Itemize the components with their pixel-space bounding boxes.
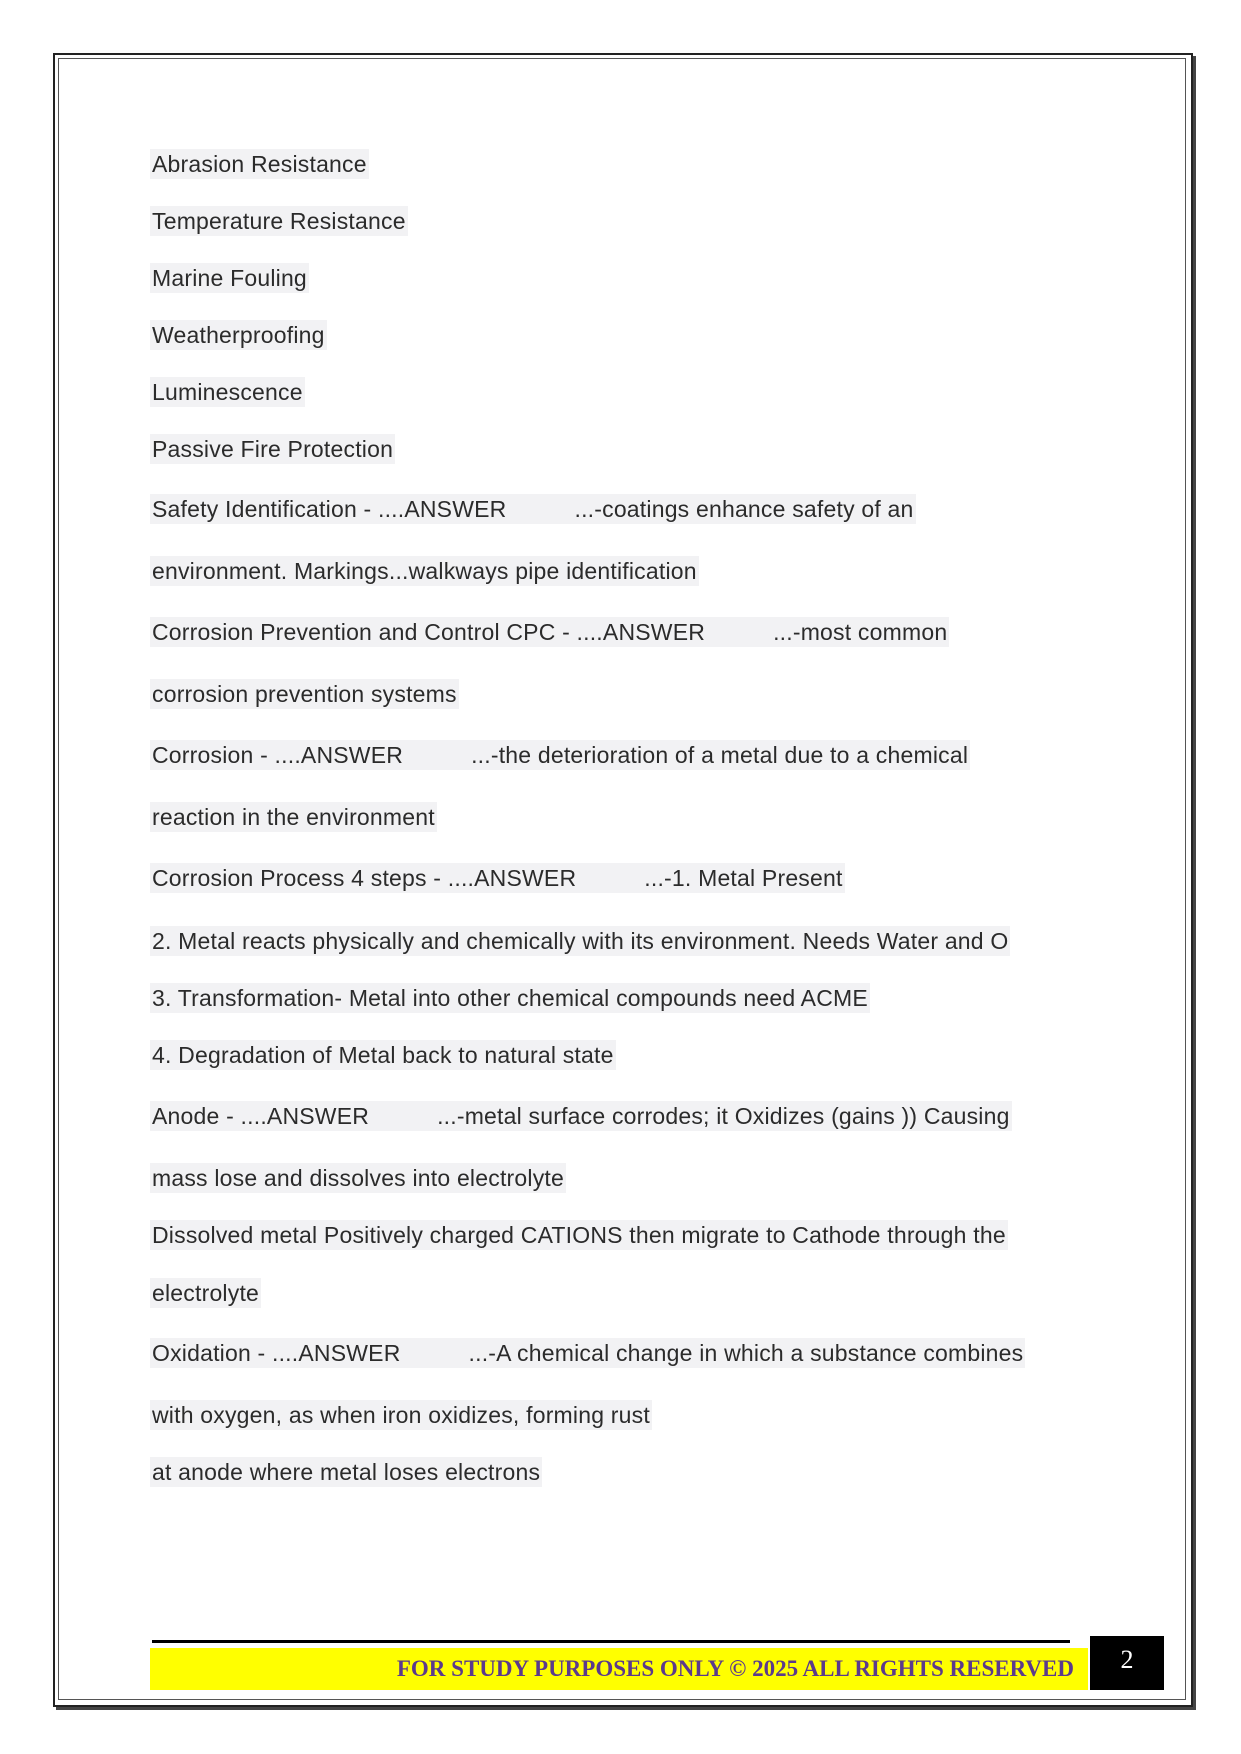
qa-answer: ...-the deterioration of a metal due to a chemical: [471, 742, 969, 768]
text-line: 4. Degradation of Metal back to natural state: [152, 1042, 614, 1068]
text-line: corrosion prevention systems: [152, 681, 457, 707]
text-line: mass lose and dissolves into electrolyte: [152, 1165, 564, 1191]
footer-notice: FOR STUDY PURPOSES ONLY © 2025 ALL RIGHTS RESERVED: [150, 1648, 1088, 1690]
text-line: Abrasion Resistance: [152, 151, 367, 177]
text-line: 2. Metal reacts physically and chemically with its environment. Needs Water and O: [152, 928, 1009, 954]
qa-line: [150, 494, 916, 524]
text-line: Luminescence: [152, 379, 303, 405]
qa-line: [150, 863, 845, 893]
qa-term: Corrosion - ....ANSWER: [152, 742, 404, 768]
text-line: at anode where metal loses electrons: [152, 1459, 541, 1485]
qa-line: [150, 1101, 1012, 1131]
text-line: Passive Fire Protection: [152, 436, 394, 462]
text-line: with oxygen, as when iron oxidizes, forming rust: [152, 1402, 650, 1428]
qa-answer: ...-A chemical change in which a substance combines: [468, 1340, 1024, 1366]
text-line: Marine Fouling: [152, 265, 307, 291]
qa-term: Safety Identification - ....ANSWER: [152, 496, 507, 522]
qa-answer: ...-most common: [773, 619, 948, 645]
text-line: electrolyte: [152, 1280, 260, 1306]
qa-answer: ...-metal surface corrodes; it Oxidizes (gains )) Causing: [437, 1103, 1010, 1129]
qa-line: [150, 617, 949, 647]
text-line: Weatherproofing: [152, 322, 325, 348]
text-line: Temperature Resistance: [152, 208, 406, 234]
qa-answer: ...-1. Metal Present: [644, 865, 843, 891]
qa-term: Corrosion Prevention and Control CPC - ....ANSWER: [152, 619, 706, 645]
text-line: 3. Transformation- Metal into other chemical compounds need ACME: [152, 985, 868, 1011]
text-line: environment. Markings...walkways pipe identification: [152, 558, 697, 584]
qa-answer: ...-coatings enhance safety of an: [574, 496, 914, 522]
qa-term: Corrosion Process 4 steps - ....ANSWER: [152, 865, 577, 891]
qa-term: Oxidation - ....ANSWER: [152, 1340, 401, 1366]
footer-rule: [152, 1640, 1070, 1643]
text-line: reaction in the environment: [152, 804, 435, 830]
qa-line: [150, 740, 970, 770]
qa-line: [150, 1338, 1025, 1368]
text-line: Dissolved metal Positively charged CATIONS then migrate to Cathode through the: [152, 1222, 1006, 1248]
qa-term: Anode - ....ANSWER: [152, 1103, 370, 1129]
page-number: 2: [1090, 1636, 1164, 1690]
